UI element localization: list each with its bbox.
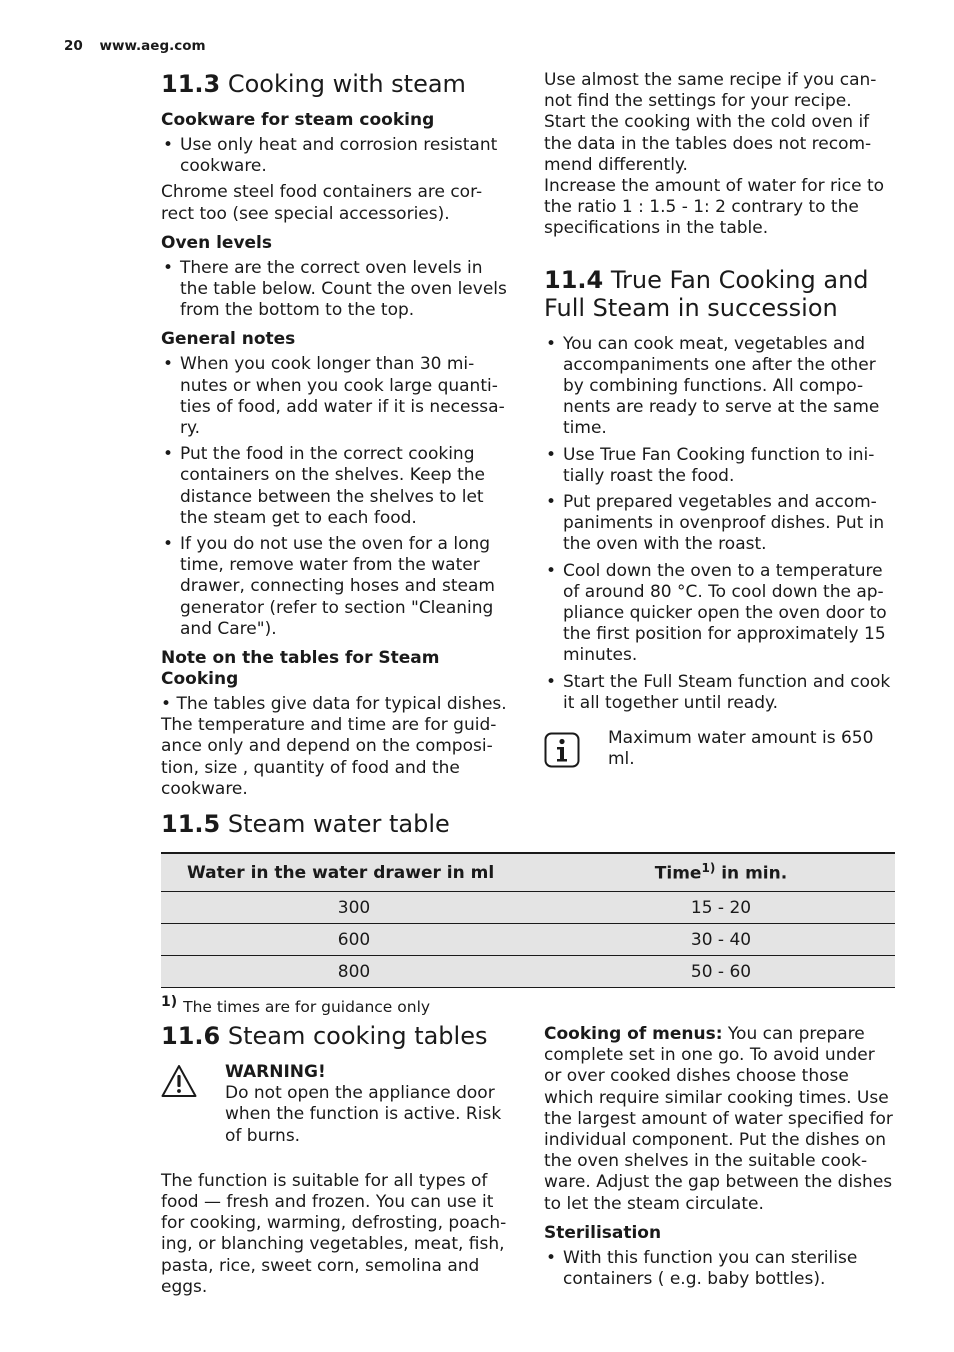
function-description: The function is suitable for all types of food — fresh and frozen. You can use it for cooking, warming, defrosting, poach- ing, or blanching vegetables, meat, fish, pasta, rice, sweet corn, semolina and eggs. (161, 1170, 507, 1297)
section-title: Cooking with steam (227, 70, 466, 98)
intro-paragraph: Increase the amount of water for rice to the ratio 1 : 1.5 - 1: 2 contrary to the specifications in the table. (544, 176, 885, 239)
water-cell: 800 (161, 956, 547, 988)
list-item: • When you cook longer than 30 mi- nutes or when you cook large quanti- ties of food, add water if it is necessa- ry. (161, 354, 511, 439)
tables-note-heading: Note on the tables for Steam Cooking (161, 648, 440, 690)
footnote-text: The times are for guidance only (183, 998, 431, 1017)
tables-note-bullet: • The tables give data for typical dishes. (161, 694, 507, 715)
section-title: Steam cooking tables (227, 1022, 488, 1050)
section-number: 11.5 (161, 810, 221, 838)
warning-title: WARNING! (225, 1062, 326, 1082)
list-item: • There are the correct oven levels in the table below. Count the oven levels from the bottom to the top. (161, 258, 511, 322)
water-cell: 300 (161, 892, 547, 924)
sterilisation-heading: Sterilisation (544, 1222, 662, 1243)
levels-list (161, 258, 511, 322)
column-header-water: Water in the water drawer in ml (161, 853, 547, 892)
time-cell: 15 - 20 (547, 892, 895, 924)
list-item: • With this function you can sterilise containers ( e.g. baby bottles). (544, 1248, 894, 1290)
intro-paragraph: Start the cooking with the cold oven if the data in the tables does not recom- mend differently. (544, 112, 872, 175)
succession-list (544, 334, 894, 714)
time-cell: 50 - 60 (547, 956, 895, 988)
cookware-heading: Cookware for steam cooking (161, 110, 435, 130)
page-number: 20 (64, 38, 83, 54)
list-item: • Use True Fan Cooking function to ini- tially roast the food. (544, 445, 894, 487)
list-item: • Cool down the oven to a temperature of around 80 °C. To cool down the ap- pliance quicker open the oven door to the first position for approximately 15 minutes. (544, 561, 894, 667)
list-item: • Put the food in the correct cooking containers on the shelves. Keep the distance between the shelves to let the steam get to each food. (161, 444, 511, 529)
table-row (161, 924, 895, 956)
table-header-row (161, 853, 895, 892)
warning-note (161, 1062, 511, 1147)
table-footnote (161, 994, 430, 1016)
menus-text: You can prepare complete set in one go. To avoid under or over cooked dishes choose those which require similar cooking times. Use the largest amount of water specified for individual component. Put the dishes on the oven shelves in the suitable cook- ware. Adjust the gap between the dishes to let the steam circulate. (544, 1024, 893, 1214)
section-11-3 (161, 70, 511, 800)
cookware-list (161, 135, 511, 177)
footnote-marker: 1) (701, 861, 716, 876)
section-heading (544, 266, 894, 322)
section-11-6 (161, 1022, 511, 1298)
menus-label: Cooking of menus: (544, 1024, 723, 1044)
steam-water-table (161, 852, 895, 988)
sterilisation-list (544, 1248, 894, 1290)
list-item: • You can cook meat, vegetables and accompaniments one after the other by combining functions. All compo- nents are ready to serve at the same time. (544, 334, 894, 440)
footnote-marker: 1) (161, 994, 178, 1010)
section-number: 11.6 (161, 1022, 221, 1050)
info-icon (544, 732, 580, 768)
website-url: www.aeg.com (99, 38, 206, 54)
info-text: Maximum water amount is 650 ml. (608, 728, 874, 770)
table-row (161, 892, 895, 924)
section-heading (161, 810, 450, 838)
section-title: True Fan Cooking and Full Steam in succession (544, 265, 869, 322)
intro-paragraph: Use almost the same recipe if you can- not find the settings for your recipe. (544, 70, 877, 112)
time-cell: 30 - 40 (547, 924, 895, 956)
right-column-bottom (544, 1024, 894, 1295)
notes-heading: General notes (161, 329, 296, 350)
page-header (64, 38, 206, 54)
list-item: • Use only heat and corrosion resistant cookware. (161, 135, 511, 177)
water-cell: 600 (161, 924, 547, 956)
section-heading (161, 1022, 511, 1050)
tables-note-text: The temperature and time are for guid- ance only and depend on the composi- tion, size , quantity of food and the cookware. (161, 715, 497, 799)
section-heading (161, 70, 511, 98)
list-item: • Start the Full Steam function and cook it all together until ready. (544, 672, 894, 714)
section-number: 11.3 (161, 70, 221, 98)
warning-triangle-icon (161, 1064, 197, 1098)
column-header-time (547, 853, 895, 892)
cookware-text: Chrome steel food containers are cor- rect too (see special accessories). (161, 182, 483, 224)
notes-list (161, 354, 511, 640)
time-header-unit: in min. (715, 863, 788, 884)
tables-note-bullet-text: The tables give data for typical dishes. (176, 694, 507, 715)
warning-text: Do not open the appliance door when the function is active. Risk of burns. (225, 1083, 502, 1146)
levels-heading: Oven levels (161, 232, 272, 253)
right-column-top (544, 70, 894, 772)
section-title: Steam water table (227, 810, 450, 838)
info-note (544, 728, 894, 772)
table-row (161, 956, 895, 988)
menus-paragraph (544, 1024, 894, 1215)
section-number: 11.4 (544, 265, 604, 294)
list-item: • If you do not use the oven for a long time, remove water from the water drawer, connecting hoses and steam generator (refer to section "Cleaning and Care"). (161, 534, 511, 640)
time-header-label: Time (654, 863, 702, 884)
list-item: • Put prepared vegetables and accom- paniments in ovenproof dishes. Put in the oven with the roast. (544, 492, 894, 556)
